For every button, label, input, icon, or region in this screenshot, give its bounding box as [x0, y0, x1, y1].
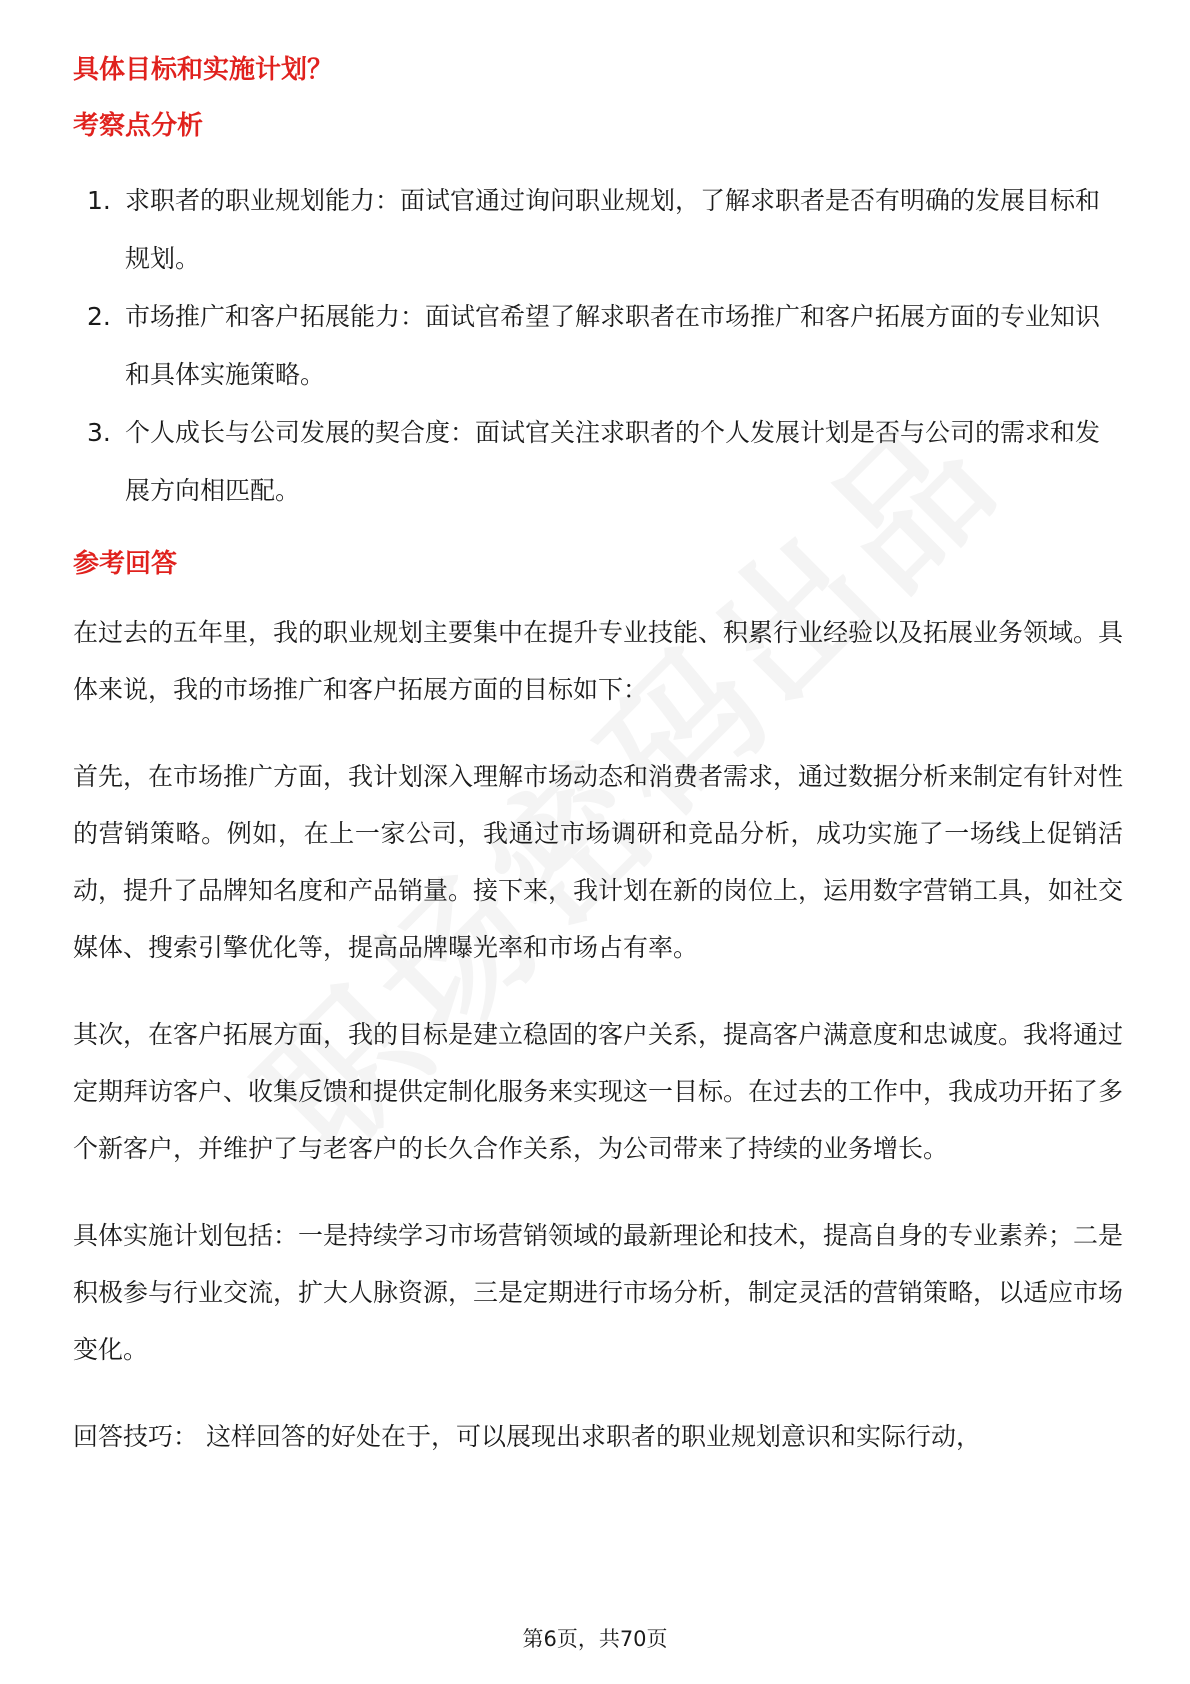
answer-paragraph: 其次，在客户拓展方面，我的目标是建立稳固的客户关系，提高客户满意度和忠诚度。我将通过定期拜访客户、收集反馈和提供定制化服务来实现这一目标。在过去的工作中，我成功开拓了多个新客户，并维护了与老客户的长久合作关系，为公司带来了持续的业务增长。 [73, 1020, 1124, 1163]
list-item [73, 404, 1123, 520]
list-item-text: 个人成长与公司发展的契合度：面试官关注求职者的个人发展计划是否与公司的需求和发展方向相匹配。 [125, 418, 1101, 505]
analysis-heading: 考察点分析 [73, 111, 204, 141]
answer-heading: 参考回答 [73, 549, 178, 579]
answer-paragraph: 在过去的五年里，我的职业规划主要集中在提升专业技能、积累行业经验以及拓展业务领域。具体来说，我的市场推广和客户拓展方面的目标如下： [73, 618, 1124, 704]
analysis-list [73, 172, 1123, 520]
tips-paragraph: 回答技巧： 这样回答的好处在于，可以展现出求职者的职业规划意识和实际行动， [73, 1422, 981, 1451]
list-item [73, 172, 1123, 288]
list-item-text: 求职者的职业规划能力：面试官通过询问职业规划，了解求职者是否有明确的发展目标和规划。 [125, 186, 1101, 273]
list-item-number: 1. [87, 186, 111, 215]
answer-paragraph: 首先，在市场推广方面，我计划深入理解市场动态和消费者需求，通过数据分析来制定有针对性的营销策略。例如，在上一家公司，我通过市场调研和竞品分析，成功实施了一场线上促销活动，提升了品牌知名度和产品销量。接下来，我计划在新的岗位上，运用数字营销工具，如社交媒体、搜索引擎优化等，提高品牌曝光率和市场占有率。 [73, 762, 1124, 962]
answer-paragraph: 具体实施计划包括：一是持续学习市场营销领域的最新理论和技术，提高自身的专业素养；二是积极参与行业交流，扩大人脉资源，三是定期进行市场分析，制定灵活的营销策略，以适应市场变化。 [73, 1221, 1124, 1364]
page-number: 第6页，共70页 [522, 1627, 668, 1651]
list-item [73, 288, 1123, 404]
page-content [73, 50, 1123, 1495]
question-heading: 具体目标和实施计划？ [73, 55, 334, 85]
list-item-number: 3. [87, 418, 111, 447]
list-item-text: 市场推广和客户拓展能力：面试官希望了解求职者在市场推广和客户拓展方面的专业知识和具体实施策略。 [125, 302, 1101, 389]
list-item-number: 2. [87, 302, 111, 331]
